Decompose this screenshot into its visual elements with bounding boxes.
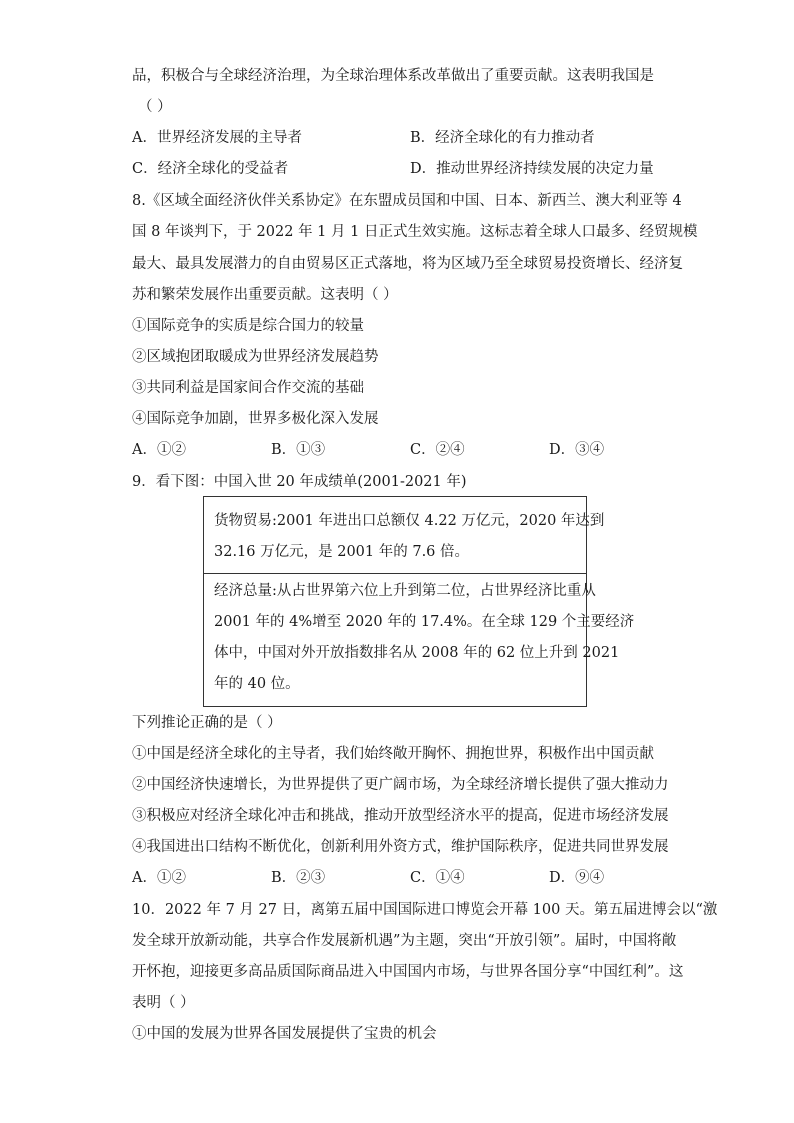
q9-option-a[interactable]: A．①② [132, 870, 186, 886]
q10-stem-line: 表明（ ） [132, 995, 195, 1011]
q8-option-d[interactable]: D．③④ [549, 442, 605, 458]
q9-table-text: 体中，中国对外开放指数排名从 2008 年的 62 位上升到 2021 [214, 645, 620, 661]
q8-stem-line: 国 8 年谈判下，于 2022 年 1 月 1 日正式生效实施。这标志着全球人口最多、经贸规模 [132, 224, 698, 240]
q9-statement-4: ④我国进出口结构不断优化，创新利用外资方式，维护国际秩序，促进共同世界发展 [132, 839, 669, 855]
q8-statement-4: ④国际竞争加剧，世界多极化深入发展 [132, 411, 379, 427]
q8-statement-2: ②区域抱团取暖成为世界经济发展趋势 [132, 349, 379, 365]
q9-statement-1: ①中国是经济全球化的主导者，我们始终敞开胸怀、拥抱世界，积极作出中国贡献 [132, 746, 654, 762]
q8-stem-line: 苏和繁荣发展作出重要贡献。这表明（ ） [132, 287, 398, 303]
q8-option-c[interactable]: C．②④ [410, 442, 465, 458]
q8-option-a[interactable]: A．①② [132, 442, 186, 458]
q9-option-d[interactable]: D．⑨④ [549, 870, 605, 886]
q9-statement-3: ③积极应对经济全球化冲击和挑战，推动开放型经济水平的提高，促进市场经济发展 [132, 808, 669, 824]
q9-statement-2: ②中国经济快速增长，为世界提供了更广阔市场，为全球经济增长提供了强大推动力 [132, 777, 669, 793]
q9-option-b[interactable]: B．②③ [271, 870, 326, 886]
q9-table-text: 经济总量:从占世界第六位上升到第二位，占世界经济比重从 [214, 583, 596, 599]
q9-data-table [203, 496, 635, 707]
q9-table-row-trade [204, 497, 605, 574]
q10-stem-line: 开怀抱，迎接更多高品质国际商品进入中国国内市场，与世界各国分享“中国红利”。这 [132, 964, 684, 980]
q9-table-text: 32.16 万亿元，是 2001 年的 7.6 倍。 [214, 544, 470, 560]
q7-option-d[interactable]: D．推动世界经济持续发展的决定力量 [410, 161, 654, 177]
q8-statement-1: ①国际竞争的实质是综合国力的较量 [132, 318, 364, 334]
q7-option-b[interactable]: B．经济全球化的有力推动者 [410, 130, 595, 146]
q9-table-row-economy [204, 573, 635, 706]
q10-stem-line: 发全球开放新动能，共享合作发展新机遇”为主题，突出“开放引领”。届时，中国将敞 [132, 933, 677, 949]
q7-option-c[interactable]: C．经济全球化的受益者 [132, 161, 289, 177]
q8-statement-3: ③共同利益是国家间合作交流的基础 [132, 380, 364, 396]
q7-option-a[interactable]: A．世界经济发展的主导者 [132, 130, 302, 146]
q9-stem: 9．看下图：中国入世 20 年成绩单(2001-2021 年) [132, 474, 467, 490]
q9-table-text: 年的 40 位。 [214, 676, 300, 692]
q9-option-c[interactable]: C．①④ [410, 870, 465, 886]
q10-statement-1: ①中国的发展为世界各国发展提供了宝贵的机会 [132, 1026, 437, 1042]
q8-stem-line: 8.《区域全面经济伙伴关系协定》在东盟成员国和中国、日本、新西兰、澳大利亚等 4 [132, 193, 682, 209]
q9-table-text: 2001 年的 4%增至 2020 年的 17.4%。在全球 129 个主要经济 [214, 614, 635, 630]
q9-table-text: 货物贸易:2001 年进出口总额仅 4.22 万亿元，2020 年达到 [214, 513, 605, 529]
q8-option-b[interactable]: B．①③ [271, 442, 326, 458]
q9-question: 下列推论正确的是（ ） [132, 715, 282, 731]
q8-stem-line: 最大、最具发展潜力的自由贸易区正式落地，将为区域乃至全球贸易投资增长、经济复 [132, 256, 683, 272]
q7-stem-tail: 品，积极合与全球经济治理，为全球治理体系改革做出了重要贡献。这表明我国是 [132, 68, 654, 84]
q10-stem-line: 10．2022 年 7 月 27 日，离第五届中国国际进口博览会开幕 100 天。第五届进博会以“激 [132, 902, 718, 918]
q7-answer-blank: （ ） [138, 99, 172, 115]
